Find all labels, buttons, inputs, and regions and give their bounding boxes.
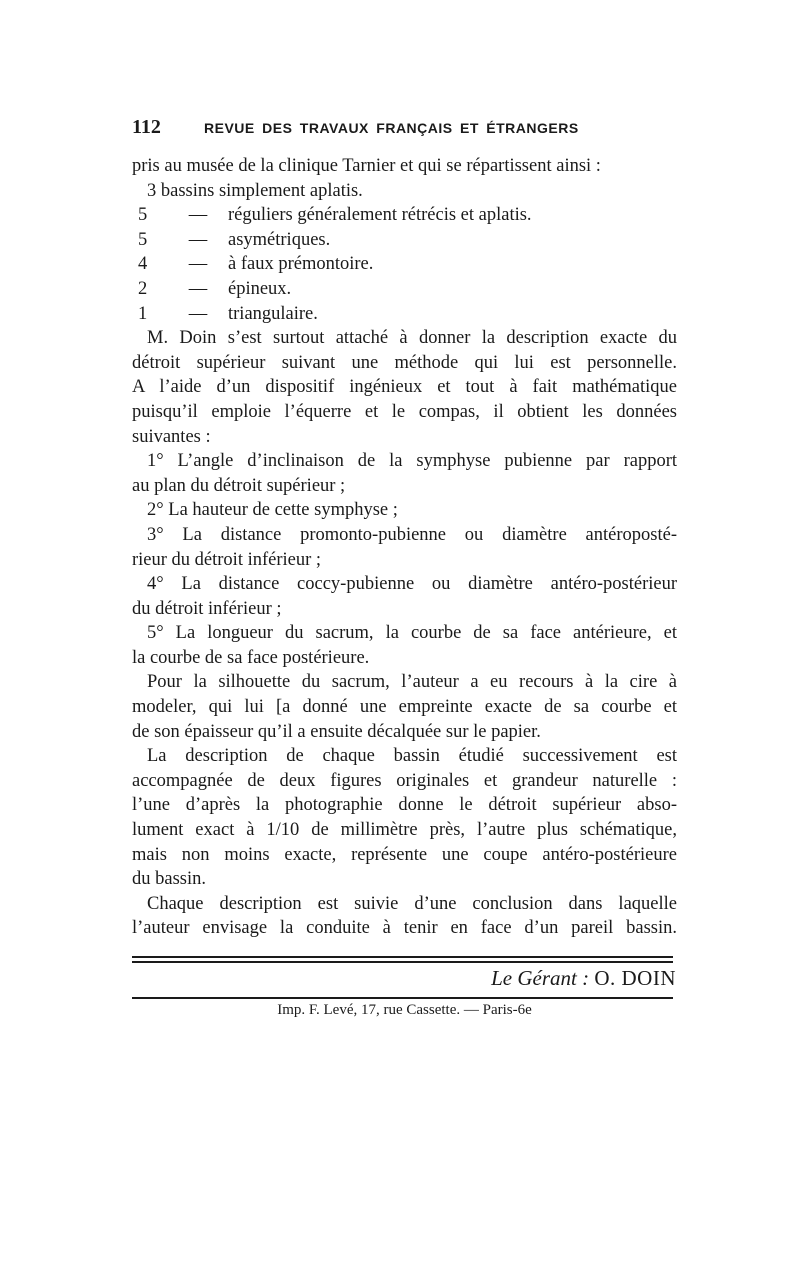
list-item [132,302,677,327]
list-item-text: épineux. [228,278,292,299]
running-title: REVUE DES TRAVAUX FRANÇAIS ET ÉTRANGERS [204,120,579,136]
list-item-text: réguliers généralement rétrécis et aplatis. [228,205,532,226]
list-item [132,228,677,253]
first-list-item: 3 bassins simplement aplatis. [147,180,363,201]
page-header [132,116,677,144]
text-line: modeler, qui lui [a donné une empreinte exacte de sa courbe et [132,697,677,718]
list-item [132,252,677,277]
list-item-dash: — [188,205,208,226]
text-line: A l’aide d’un dispositif ingénieux et tout à fait mathématique [132,377,677,398]
gerant-label: Le Gérant : [491,966,590,990]
paragraphs [132,326,677,941]
list-item-dash: — [188,278,208,299]
text-line: détroit supérieur suivant une méthode qui lui est personnelle. [132,352,677,373]
page-number: 112 [132,116,161,138]
list-item-text: triangulaire. [228,303,318,324]
text-line: du détroit inférieur ; [132,598,282,619]
text-line: Chaque description est suivie d’une conclusion dans laquelle [147,893,677,914]
list-item-count: 5 [138,205,148,226]
list-item-count: 4 [138,254,148,275]
list-item-dash: — [188,254,208,275]
list-item-text: à faux prémontoire. [228,254,374,275]
text-line: Pour la silhouette du sacrum, l’auteur a eu recours à la cire à [147,672,677,693]
list-item-count: 5 [138,229,148,250]
text-line: lument exact à 1/10 de millimètre près, l’autre plus schématique, [132,820,677,841]
intro-line: pris au musée de la clinique Tarnier et qui se répartissent ainsi : [132,156,601,176]
pelvis-list [132,203,677,326]
double-rule-top [132,956,673,958]
gerant-name: O. DOIN [594,966,676,990]
text-line: l’une d’après la photographie donne le détroit supérieur abso- [132,795,677,816]
double-rule-bottom [132,961,673,963]
text-line: 2° La hauteur de cette symphyse ; [147,500,398,521]
gerant-signature [491,966,676,991]
list-item [132,203,677,228]
text-line: rieur du détroit inférieur ; [132,549,322,570]
text-line: de son épaisseur qu’il a ensuite décalquée sur le papier. [132,721,541,742]
imprint-rule [132,997,673,999]
text-line: 3° La distance promonto-pubienne ou diamètre antéroposté- [147,524,677,545]
list-item-count: 1 [138,303,148,324]
text-line: suivantes : [132,426,211,447]
text-line: accompagnée de deux figures originales et grandeur naturelle : [132,770,677,791]
text-line: mais non moins exacte, représente une coupe antéro-postérieure [132,844,677,865]
text-line: au plan du détroit supérieur ; [132,475,346,496]
list-item-dash: — [188,229,208,250]
text-line: La description de chaque bassin étudié successivement est [147,746,677,767]
imprint-line: Imp. F. Levé, 17, rue Cassette. — Paris-6e [277,1002,532,1018]
list-item-count: 2 [138,278,148,299]
list-item-dash: — [188,303,208,324]
body-text [132,154,677,941]
text-line: du bassin. [132,869,206,890]
text-line: puisqu’il emploie l’équerre et le compas, il obtient les données [132,401,677,422]
text-line: 5° La longueur du sacrum, la courbe de sa face antérieure, et [147,623,677,644]
text-line: M. Doin s’est surtout attaché à donner la description exacte du [147,328,677,349]
list-item [132,277,677,302]
text-line: la courbe de sa face postérieure. [132,647,370,668]
text-line: 1° L’angle d’inclinaison de la symphyse pubienne par rapport [147,451,677,472]
list-item-text: asymétriques. [228,229,331,250]
text-line: 4° La distance coccy-pubienne ou diamètre antéro-postérieur [147,574,677,595]
text-line: l’auteur envisage la conduite à tenir en face d’un pareil bassin. [132,918,677,939]
